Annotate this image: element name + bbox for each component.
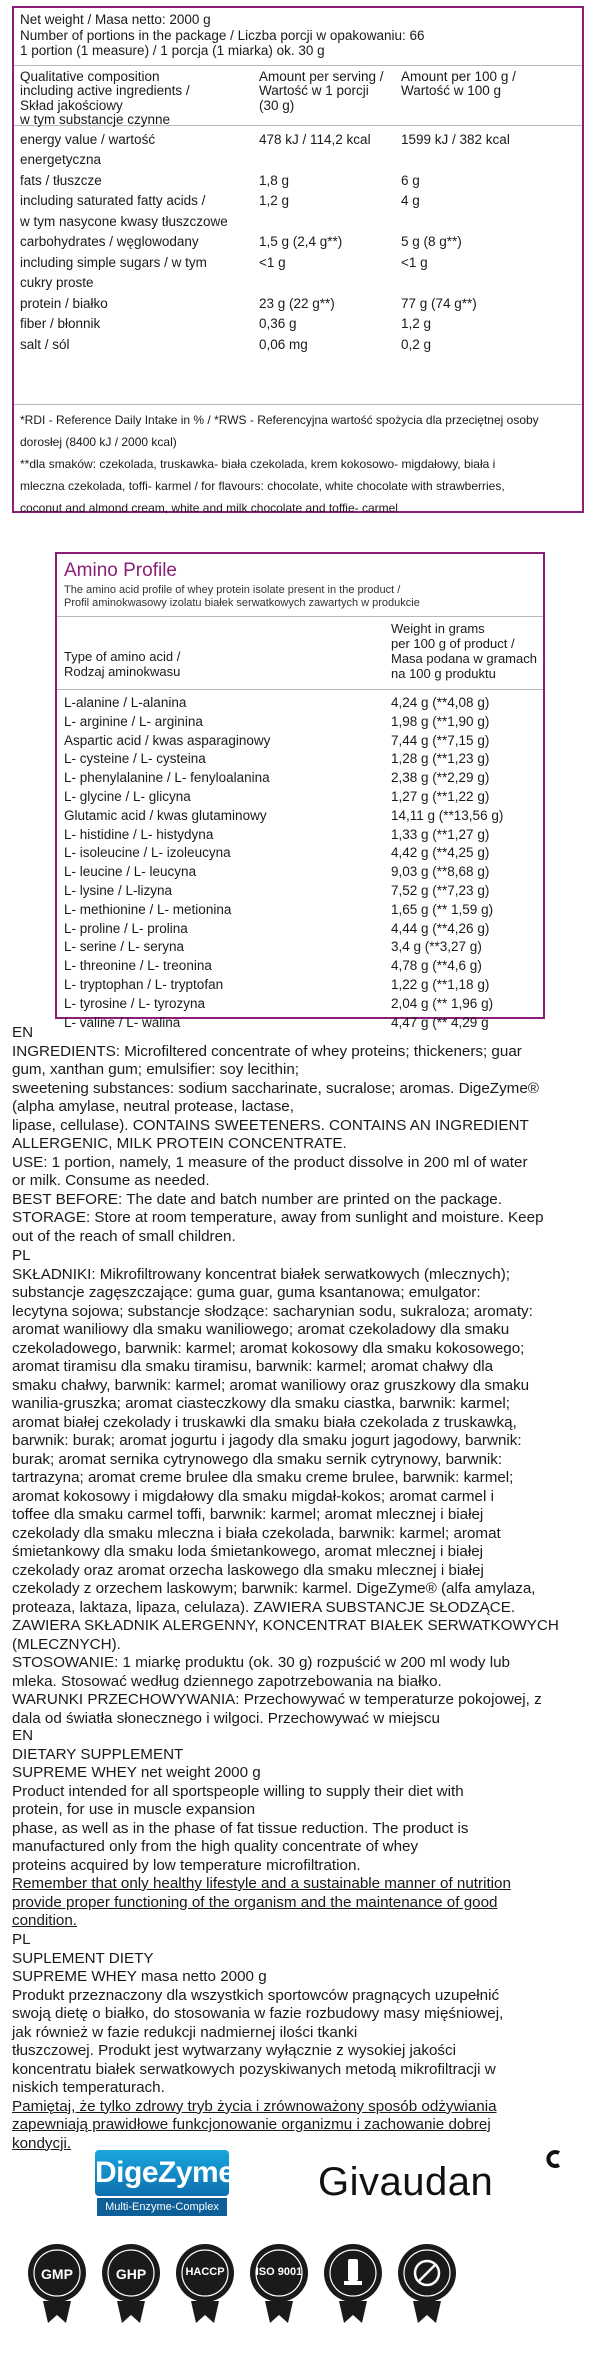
- portions-count: Number of portions in the package / Liczba porcji w opakowaniu: 66: [20, 27, 425, 43]
- nutrient-per-100g: [401, 273, 576, 294]
- amino-value: 7,52 g (**7,23 g): [391, 882, 490, 898]
- en-ingredients-block: [12, 1024, 590, 1246]
- amino-row: [57, 788, 543, 807]
- text-line: lecytyna sojowa; substancje słodzące: sacharynian sodu, sukraloza; aromaty:: [12, 1302, 533, 1320]
- nutrient-label: including simple sugars / w tym: [20, 254, 207, 270]
- nutrient-per-serving: 478 kJ / 114,2 kcal: [259, 131, 371, 147]
- nutrient-label: protein / białko: [20, 295, 108, 311]
- lang-code: PL: [12, 1931, 31, 1948]
- amino-value: 2,04 g (** 1,96 g): [391, 995, 494, 1011]
- text-line: INGREDIENTS: Microfiltered concentrate of whey proteins; thickeners; guar: [12, 1042, 522, 1060]
- amino-column-headers: [57, 616, 543, 690]
- nutrition-row: [20, 171, 576, 192]
- amino-name: L-alanine / L-alanina: [64, 695, 187, 710]
- amino-value: 1,28 g (**1,23 g): [391, 751, 490, 767]
- digezyme-logo: [95, 2150, 235, 2216]
- text-line: gum, xanthan gum; emulsifier: soy lecithin;: [12, 1061, 300, 1078]
- text-line: aromat białej czekolady i truskawki dla smaku biała czekolada z truskawką,: [12, 1413, 517, 1431]
- amino-row: [57, 957, 543, 976]
- text-line: czekoladowego, barwnik: karmel; aromat kokosowy dla smaku kokosowego;: [12, 1339, 525, 1357]
- lang-code: EN: [12, 1727, 34, 1744]
- text-line: proteins acquired by low temperature microfiltration.: [12, 1856, 361, 1874]
- text-line: aromat waniliowy dla smaku waniliowego; aromat czekoladowy dla smaku: [12, 1321, 510, 1338]
- header-amino-type: Type of amino acid / Rodzaj aminokwasu: [64, 649, 181, 679]
- amino-profile-table: [55, 552, 545, 1030]
- text-line: (MLECZNYCH).: [12, 1635, 121, 1653]
- text-line: toffee dla smaku carmel toffi, barwnik: karmel; aromat mlecznej i białej: [12, 1506, 484, 1523]
- nutrient-label: energetyczna: [20, 152, 102, 167]
- digezyme-tagline: Multi-Enzyme-Complex: [97, 2198, 227, 2216]
- text-line: tartrazyna; aromat creme brulee dla smaku creme brulee, barwnik: karmel;: [12, 1469, 514, 1486]
- pl-ingredients-text: [12, 1266, 590, 1729]
- amino-value: 1,27 g (**1,22 g): [391, 788, 490, 804]
- nutrient-per-serving: 0,36 g: [259, 316, 297, 331]
- nutrient-per-serving: [259, 150, 401, 171]
- product-name: SUPREME WHEY masa netto 2000 g: [12, 1968, 267, 1985]
- amino-name: L- isoleucine / L- izoleucyna: [64, 845, 231, 861]
- nutrient-per-100g: 4 g: [401, 193, 420, 208]
- nutrition-row: [20, 314, 576, 335]
- text-line: czekolady dla smaku mleczna i biała czekolada, barwnik: karmel; aromat: [12, 1524, 501, 1542]
- amino-name: L- histidine / L- histydyna: [64, 826, 214, 842]
- amino-row: [57, 976, 543, 995]
- text-line: SKŁADNIKI: Mikrofiltrowany koncentrat białek serwatkowych (mlecznych);: [12, 1265, 510, 1283]
- nutrition-row: [20, 335, 576, 356]
- amino-name: L- tyrosine / L- tyrozyna: [64, 995, 206, 1011]
- en-ingredients-text: [12, 1043, 590, 1247]
- net-weight: Net weight / Masa netto: 2000 g: [20, 12, 211, 27]
- lang-code: EN: [12, 1024, 34, 1041]
- nutrition-column-headers: [14, 66, 582, 126]
- text-line: dala od światła słonecznego i wilgoci. Przechowywać w miejscu: [12, 1709, 440, 1727]
- nutrient-label: carbohydrates / węglowodany: [20, 234, 199, 249]
- text-line: tłuszczowej. Produkt jest wytwarzany wyłącznie z wysokiej jakości: [12, 2042, 456, 2059]
- nutrition-rows: [14, 126, 582, 356]
- amino-row: [57, 769, 543, 788]
- nutrition-row: [20, 191, 576, 212]
- text-line: Product intended for all sportspeople willing to supply their diet with: [12, 1782, 464, 1800]
- text-line: manufactured only from the high quality concentrate of whey: [12, 1838, 419, 1855]
- nutrition-row: [20, 130, 576, 151]
- givaudan-mark-icon: [543, 2148, 565, 2170]
- nutrient-label: salt / sól: [20, 336, 70, 352]
- nutrition-row: [20, 253, 576, 274]
- nutrition-row: [20, 294, 576, 315]
- nutrition-table: [12, 6, 584, 513]
- amino-row: [57, 995, 543, 1014]
- amino-value: 2,38 g (**2,29 g): [391, 770, 490, 786]
- nutrient-per-serving: [259, 212, 401, 233]
- amino-value: 4,44 g (**4,26 g): [391, 920, 490, 936]
- text-line: zapewniają prawidłowe funkcjonowanie organizmu i zachowanie dobrej: [12, 2116, 491, 2133]
- header-per-serving: Amount per serving / Wartość w 1 porcji (30 g): [259, 68, 384, 113]
- nutrient-per-100g: <1 g: [401, 254, 428, 270]
- text-line: phase, as well as in the phase of fat tissue reduction. The product is: [12, 1819, 469, 1837]
- amino-value: 1,65 g (** 1,59 g): [391, 901, 494, 917]
- amino-rows: [57, 690, 543, 1032]
- amino-name: L- proline / L- prolina: [64, 920, 188, 936]
- amino-row: [57, 694, 543, 713]
- amino-row: [57, 713, 543, 732]
- amino-name: L- threonine / L- treonina: [64, 958, 212, 974]
- amino-row: [57, 920, 543, 939]
- nutrient-label: w tym nasycone kwasy tłuszczowe: [20, 213, 228, 229]
- text-line: czekolady oraz aromat orzecha laskowego dla smaku mlecznej i białej: [12, 1561, 484, 1579]
- text-line: aromat tiramisu dla smaku tiramisu, barwnik: karmel; aromat chałwy dla: [12, 1358, 494, 1375]
- amino-row: [57, 901, 543, 920]
- pl-supplement-reminder: [12, 2098, 590, 2154]
- amino-row: [57, 807, 543, 826]
- nutrient-per-serving: 0,06 mg: [259, 336, 308, 352]
- nutrient-per-serving: 1,5 g (2,4 g**): [259, 234, 343, 249]
- text-line: aromat kokosowy i migdałowy dla smaku migdał-kokos; aromat carmel i: [12, 1487, 494, 1505]
- nutrition-row: [20, 273, 576, 294]
- amino-value: 1,98 g (**1,90 g): [391, 713, 490, 729]
- amino-value: 9,03 g (**8,68 g): [391, 864, 490, 880]
- certification-badges: [26, 2237, 586, 2337]
- text-line: burak; aromat sernika cytrynowego dla smaku sernik cytrynowy, barwnik:: [12, 1450, 503, 1468]
- text-line: smaku chałwy, barwnik: karmel; aromat waniliowy oraz gruszkowy dla smaku: [12, 1376, 530, 1394]
- givaudan-logo: Givaudan: [318, 2160, 494, 2204]
- amino-row: [57, 882, 543, 901]
- amino-name: L- arginine / L- arginina: [64, 713, 203, 729]
- amino-name: L- valine / L- walina: [64, 1014, 181, 1030]
- nutrient-per-100g: 1,2 g: [401, 316, 432, 331]
- nutrient-per-100g: [401, 150, 576, 171]
- nutrient-label: energy value / wartość: [20, 131, 156, 147]
- text-line: WARUNKI PRZECHOWYWANIA: Przechowywać w temperaturze pokojowej, z: [12, 1691, 542, 1708]
- amino-value: 4,78 g (**4,6 g): [391, 958, 482, 974]
- text-line: czekolady z orzechem laskowym; barwnik: karmel. DigeZyme® (alfa amylaza,: [12, 1580, 536, 1597]
- nutrient-label: fiber / błonnik: [20, 316, 101, 331]
- amino-value: 4,24 g (**4,08 g): [391, 695, 490, 710]
- text-line: Remember that only healthy lifestyle and a sustainable manner of nutrition: [12, 1875, 511, 1892]
- text-line: barwnik: burak; aromat jogurtu i jagody dla smaku jogurt jagodowy, barwnik:: [12, 1432, 522, 1449]
- nutrient-per-100g: 1599 kJ / 382 kcal: [401, 131, 510, 147]
- nutrient-per-100g: 5 g (8 g**): [401, 234, 462, 249]
- text-line: koncentratu białek serwatkowych pozyskiwanych metodą mikrofiltracji w: [12, 2060, 496, 2078]
- pl-ingredients-block: [12, 1247, 590, 1728]
- digezyme-wordmark: DigeZyme: [95, 2150, 229, 2196]
- ghp-badge: GHP: [100, 2237, 162, 2325]
- lang-code: PL: [12, 1247, 31, 1264]
- amino-row: [57, 938, 543, 957]
- text-line: ZAWIERA SKŁADNIK ALERGENNY, KONCENTRAT BIAŁEK SERWATKOWYCH: [12, 1617, 559, 1634]
- text-line: out of the reach of small children.: [12, 1227, 236, 1245]
- text-line: USE: 1 portion, namely, 1 measure of the product dissolve in 200 ml of water: [12, 1153, 528, 1171]
- amino-name: L- tryptophan / L- tryptofan: [64, 976, 224, 992]
- en-supplement-text: [12, 1783, 590, 1876]
- nutrition-row: [20, 232, 576, 253]
- text-line: STORAGE: Store at room temperature, away from sunlight and moisture. Keep: [12, 1209, 544, 1226]
- text-line: swoją dietę o białko, do stosowania w fazie rozbudowy masy mięśniowej,: [12, 2005, 504, 2022]
- amino-name: L- lysine / L-lizyna: [64, 882, 173, 898]
- text-line: sweetening substances: sodium saccharinate, sucralose; aromas. DigeZyme®: [12, 1079, 539, 1097]
- nutrient-label: fats / tłuszcze: [20, 172, 102, 188]
- amino-value: 1,33 g (**1,27 g): [391, 826, 490, 842]
- amino-name: Glutamic acid / kwas glutaminowy: [64, 807, 267, 823]
- amino-subtitle: The amino acid profile of whey protein isolate present in the product / Profil aminokwasowy izolatu białek serwatkowych zawartych w produkcie: [64, 584, 420, 609]
- nutrient-per-serving: 1,2 g: [259, 193, 290, 208]
- amino-value: 4,47 g (** 4,29 g: [391, 1014, 489, 1030]
- amino-name: Aspartic acid / kwas asparaginowy: [64, 732, 271, 748]
- amino-row: [57, 732, 543, 751]
- en-supplement-block: [12, 1727, 590, 1931]
- header-amino-weight: Weight in grams per 100 g of product / Masa podana w gramach na 100 g produktu: [391, 621, 537, 681]
- text-line: ALLERGENIC, MILK PROTEIN CONCENTRATE.: [12, 1135, 347, 1152]
- nutrient-label: cukry proste: [20, 275, 94, 290]
- nutrition-heading: [14, 8, 582, 66]
- nutrient-per-100g: 6 g: [401, 172, 420, 188]
- text-line: STOSOWANIE: 1 miarkę produktu (ok. 30 g) rozpuścić w 200 ml wody lub: [12, 1654, 510, 1671]
- amino-value: 3,4 g (**3,27 g): [391, 939, 482, 955]
- amino-row: [57, 826, 543, 845]
- amino-row: [57, 844, 543, 863]
- amino-name: L- serine / L- seryna: [64, 939, 185, 955]
- amino-row: [57, 863, 543, 882]
- nutrition-row: [20, 150, 576, 171]
- en-supplement-reminder: [12, 1875, 590, 1931]
- supplement-heading: SUPLEMENT DIETY: [12, 1949, 154, 1967]
- iso-9001-badge: ISO 9001: [248, 2237, 310, 2325]
- amino-name: L- glycine / L- glicyna: [64, 788, 191, 804]
- nutrient-per-100g: 0,2 g: [401, 336, 432, 352]
- doping-free-badge: [396, 2237, 458, 2325]
- text-line: protein, for use in muscle expansion: [12, 1801, 256, 1818]
- pl-supplement-text: [12, 1987, 590, 2098]
- text-line: niskich temperaturach.: [12, 2079, 165, 2096]
- amino-value: 7,44 g (**7,15 g): [391, 732, 490, 748]
- text-line: mleka. Stosować według dziennego zapotrzebowania na białko.: [12, 1672, 442, 1690]
- haccp-badge: HACCP: [174, 2237, 236, 2325]
- nutrient-per-100g: 77 g (74 g**): [401, 295, 477, 311]
- text-line: Produkt przeznaczony dla wszystkich sportowców pragnących uzupełnić: [12, 1986, 500, 2004]
- amino-value: 1,22 g (**1,18 g): [391, 976, 490, 992]
- text-line: kondycji.: [12, 2134, 72, 2152]
- amino-name: L- methionine / L- metionina: [64, 901, 232, 917]
- text-line: proteaza, laktaza, lipaza, celulaza). ZAWIERA SUBSTANCJE SŁODZĄCE.: [12, 1598, 516, 1616]
- text-line: śmietankowy dla smaku loda śmietankowego, aromat mlecznej i białej: [12, 1543, 484, 1560]
- portion-size: 1 portion (1 measure) / 1 porcja (1 miarka) ok. 30 g: [20, 43, 325, 58]
- header-per-100g: Amount per 100 g / Wartość w 100 g: [401, 68, 516, 98]
- text-line: jak również w fazie redukcji nadmiernej ilości tkanki: [12, 2023, 358, 2041]
- amino-name: L- leucine / L- leucyna: [64, 864, 197, 880]
- amino-title: Amino Profile: [64, 560, 177, 581]
- text-line: Pamiętaj, że tylko zdrowy tryb życia i zrównoważony sposób odżywiania: [12, 2097, 497, 2115]
- amino-value: 14,11 g (**13,56 g): [391, 807, 504, 823]
- supplement-heading: DIETARY SUPPLEMENT: [12, 1745, 184, 1763]
- header-composition: Qualitative composition including active ingredients / Skład jakościowy w tym substancje czynne: [20, 68, 190, 127]
- product-name: SUPREME WHEY net weight 2000 g: [12, 1764, 261, 1781]
- nutrition-footnotes: *RDI - Reference Daily Intake in % / *RWS - Referencyjna wartość spożycia dla przeciętnej osoby dorosłej (8400 kJ / 2000 kcal) **dla smaków: czekolada, truskawka- biała czekolada, krem kokosowo- migdałowy, biała i mleczna czekolada, toffi- karmel / for flavours: chocolate, white chocolate with strawberries, coconut and almond cream, white and milk chocolate and toffie- carmel: [14, 404, 582, 523]
- text-line: condition.: [12, 1912, 78, 1929]
- text-line: provide proper functioning of the organism and the maintenance of good: [12, 1893, 498, 1911]
- text-line: substancje zagęszczające: guma guar, guma ksantanowa; emulgator:: [12, 1284, 481, 1301]
- tested-lab-badge: [322, 2237, 384, 2325]
- nutrient-per-serving: <1 g: [259, 254, 286, 270]
- amino-name: L- cysteine / L- cysteina: [64, 751, 206, 767]
- nutrient-per-serving: [259, 273, 401, 294]
- amino-value: 4,42 g (**4,25 g): [391, 845, 490, 861]
- amino-name: L- phenylalanine / L- fenyloalanina: [64, 770, 270, 786]
- nutrient-per-serving: 1,8 g: [259, 172, 290, 188]
- amino-row: [57, 750, 543, 769]
- text-line: wanilia-gruszka; aromat ciasteczkowy dla smaku ciastka, barwnik: karmel;: [12, 1395, 510, 1412]
- nutrient-label: including saturated fatty acids /: [20, 193, 206, 208]
- text-line: (alpha amylase, neutral protease, lactase,: [12, 1098, 294, 1115]
- nutrient-per-100g: [401, 212, 576, 233]
- pl-supplement-block: [12, 1931, 590, 2153]
- nutrient-per-serving: 23 g (22 g**): [259, 295, 335, 311]
- gmp-badge: GMP: [26, 2237, 88, 2325]
- text-line: or milk. Consume as needed.: [12, 1172, 210, 1189]
- text-line: BEST BEFORE: The date and batch number are printed on the package.: [12, 1190, 502, 1208]
- nutrition-row: [20, 212, 576, 233]
- text-line: lipase, cellulase). CONTAINS SWEETENERS. CONTAINS AN INGREDIENT: [12, 1116, 529, 1134]
